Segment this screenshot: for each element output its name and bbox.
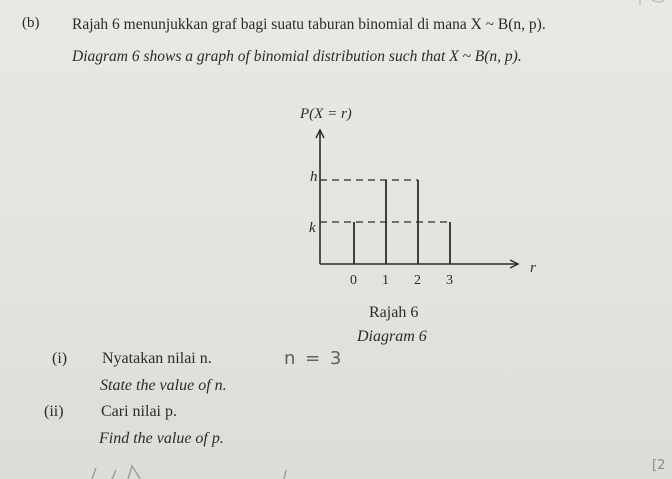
caption-malay: Rajah 6 <box>369 304 419 321</box>
y-tick-label-k: k <box>309 220 316 236</box>
intro-english: Diagram 6 shows a graph of binomial distribution such that X ~ B(n, p). <box>72 48 522 65</box>
x-axis-label: r <box>530 260 536 276</box>
x-tick-label-3: 3 <box>446 273 453 288</box>
caption-english: Diagram 6 <box>357 328 427 345</box>
subquestion-i-label: (i) <box>52 350 68 367</box>
y-tick-label-h: h <box>310 169 318 185</box>
subquestion-ii-malay: Cari nilai p. <box>101 403 177 420</box>
marks-bracket: [2 <box>652 458 666 473</box>
handwritten-answer: n = 3 <box>284 348 344 369</box>
subquestion-i-malay: Nyatakan nilai n. <box>102 350 212 367</box>
subquestion-ii-english: Find the value of p. <box>99 430 224 447</box>
y-axis-label: P(X = r) <box>300 106 352 122</box>
x-tick-label-0: 0 <box>350 273 357 288</box>
x-tick-label-1: 1 <box>382 273 389 288</box>
subquestion-ii-label: (ii) <box>44 403 64 420</box>
subquestion-i-english: State the value of n. <box>100 377 227 394</box>
part-label: (b) <box>22 15 40 31</box>
intro-malay: Rajah 6 menunjukkan graf bagi suatu taburan binomial di mana X ~ B(n, p). <box>72 16 546 33</box>
x-tick-label-2: 2 <box>414 273 421 288</box>
